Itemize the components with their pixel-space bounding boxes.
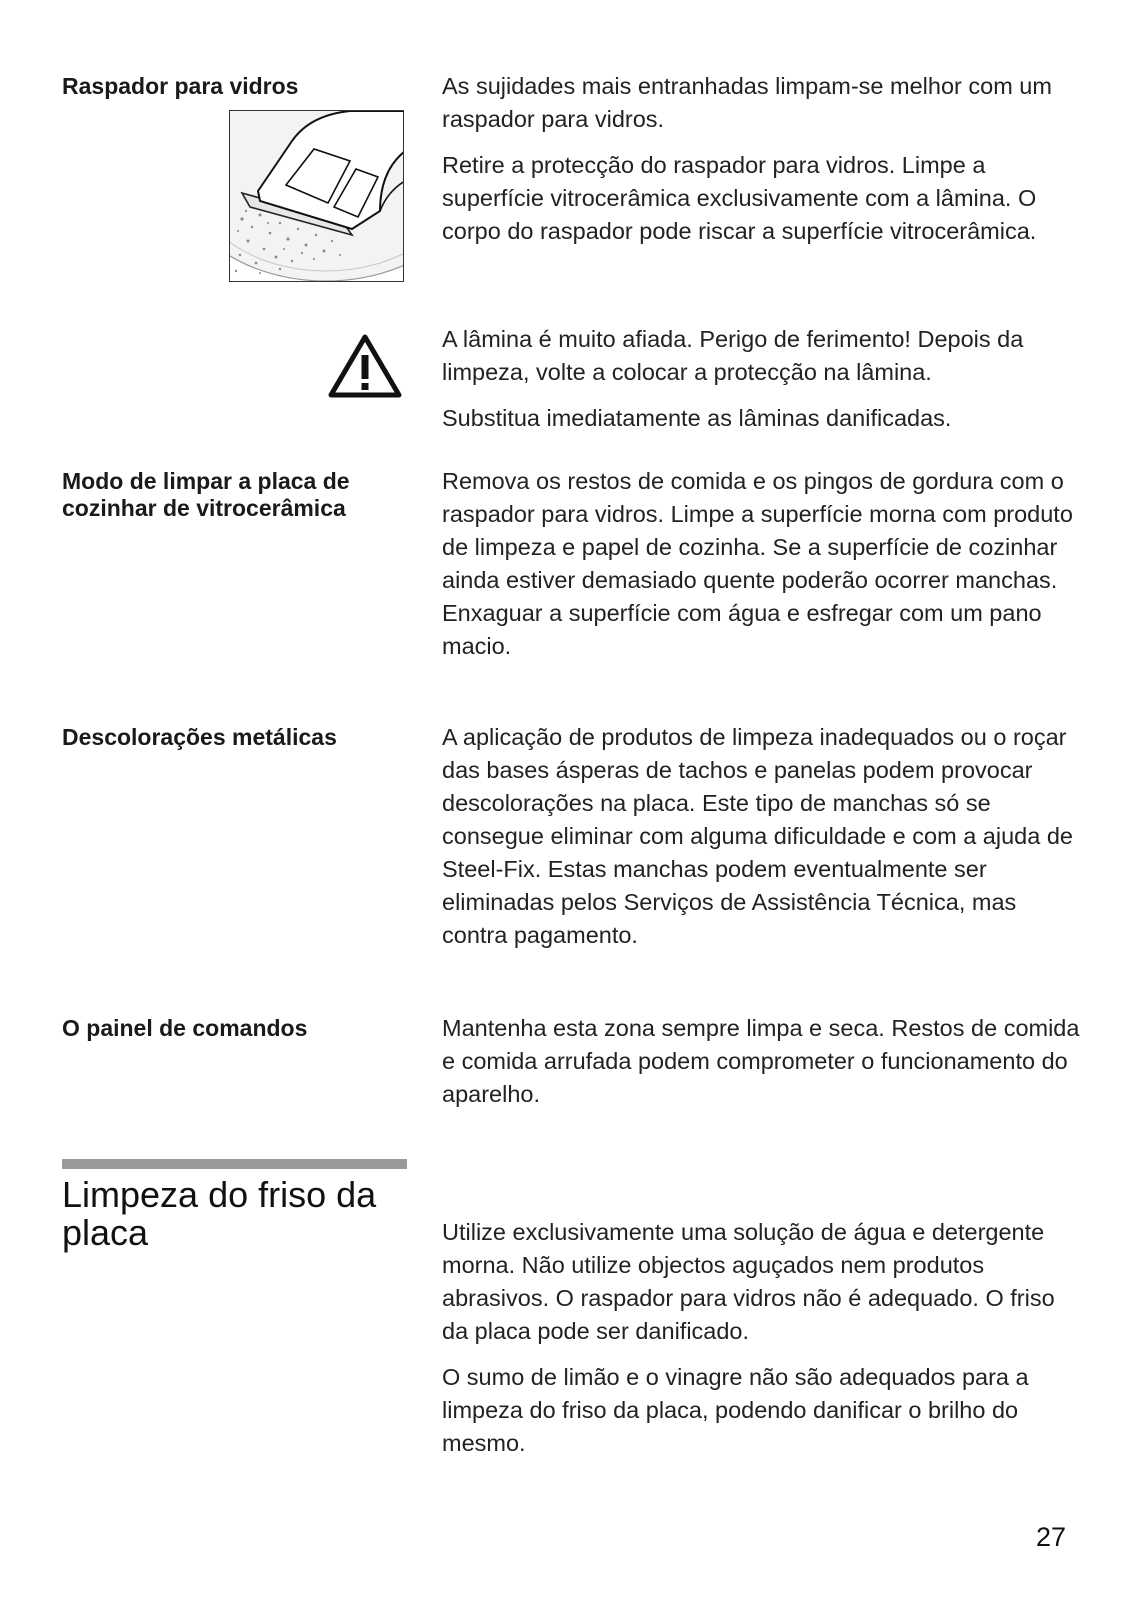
paragraph: A aplicação de produtos de limpeza inadequados ou o roçar das bases ásperas de tachos e panelas podem provocar descolorações na placa. Este tipo de manchas só se consegue eliminar com alguma dificuldade e com a ajuda de Steel-Fix. Estas manchas podem eventualmente ser eliminadas pelos Serviços de Assistência Técnica, mas contra pagamento. — [442, 724, 1073, 948]
label-modo-limpar: Modo de limpar a placa de cozinhar de vitrocerâmica — [62, 468, 350, 521]
text-friso — [442, 1216, 1082, 1460]
text-warning — [442, 323, 1082, 435]
paragraph: Substitua imediatamente as lâminas danificadas. — [442, 405, 952, 431]
paragraph: A lâmina é muito afiada. Perigo de ferimento! Depois da limpeza, volte a colocar a protecção na lâmina. — [442, 326, 1024, 385]
paragraph: Utilize exclusivamente uma solução de água e detergente morna. Não utilize objectos aguçados nem produtos abrasivos. O raspador para vidros não é adequado. O friso da placa pode ser danificado. — [442, 1219, 1055, 1344]
text-painel — [442, 1012, 1082, 1111]
text-descoloracoes — [442, 721, 1082, 952]
label-painel: O painel de comandos — [62, 1015, 308, 1041]
page-number: 27 — [1035, 1522, 1066, 1552]
text-raspador — [442, 70, 1082, 248]
warning-triangle-icon — [327, 333, 403, 399]
label-raspador: Raspador para vidros — [62, 73, 299, 99]
glass-scraper-illustration — [229, 110, 404, 282]
section-title: Limpeza do friso da placa — [62, 1174, 377, 1253]
paragraph: As sujidades mais entranhadas limpam-se melhor com um raspador para vidros. — [442, 73, 1052, 132]
section-divider — [62, 1159, 407, 1169]
paragraph: O sumo de limão e o vinagre não são adequados para a limpeza do friso da placa, podendo danificar o brilho do mesmo. — [442, 1364, 1029, 1456]
label-descoloracoes: Descolorações metálicas — [62, 724, 337, 750]
paragraph: Retire a protecção do raspador para vidros. Limpe a superfície vitrocerâmica exclusivamente com a lâmina. O corpo do raspador pode riscar a superfície vitrocerâmica. — [442, 152, 1037, 244]
text-modo-limpar — [442, 465, 1082, 663]
paragraph: Mantenha esta zona sempre limpa e seca. Restos de comida e comida arrufada podem comprometer o funcionamento do aparelho. — [442, 1015, 1080, 1107]
paragraph: Remova os restos de comida e os pingos de gordura com o raspador para vidros. Limpe a superfície morna com produto de limpeza e papel de cozinha. Se a superfície de cozinhar ainda estiver demasiado quente poderão ocorrer manchas. Enxaguar a superfície com água e esfregar com um pano macio. — [442, 468, 1073, 659]
